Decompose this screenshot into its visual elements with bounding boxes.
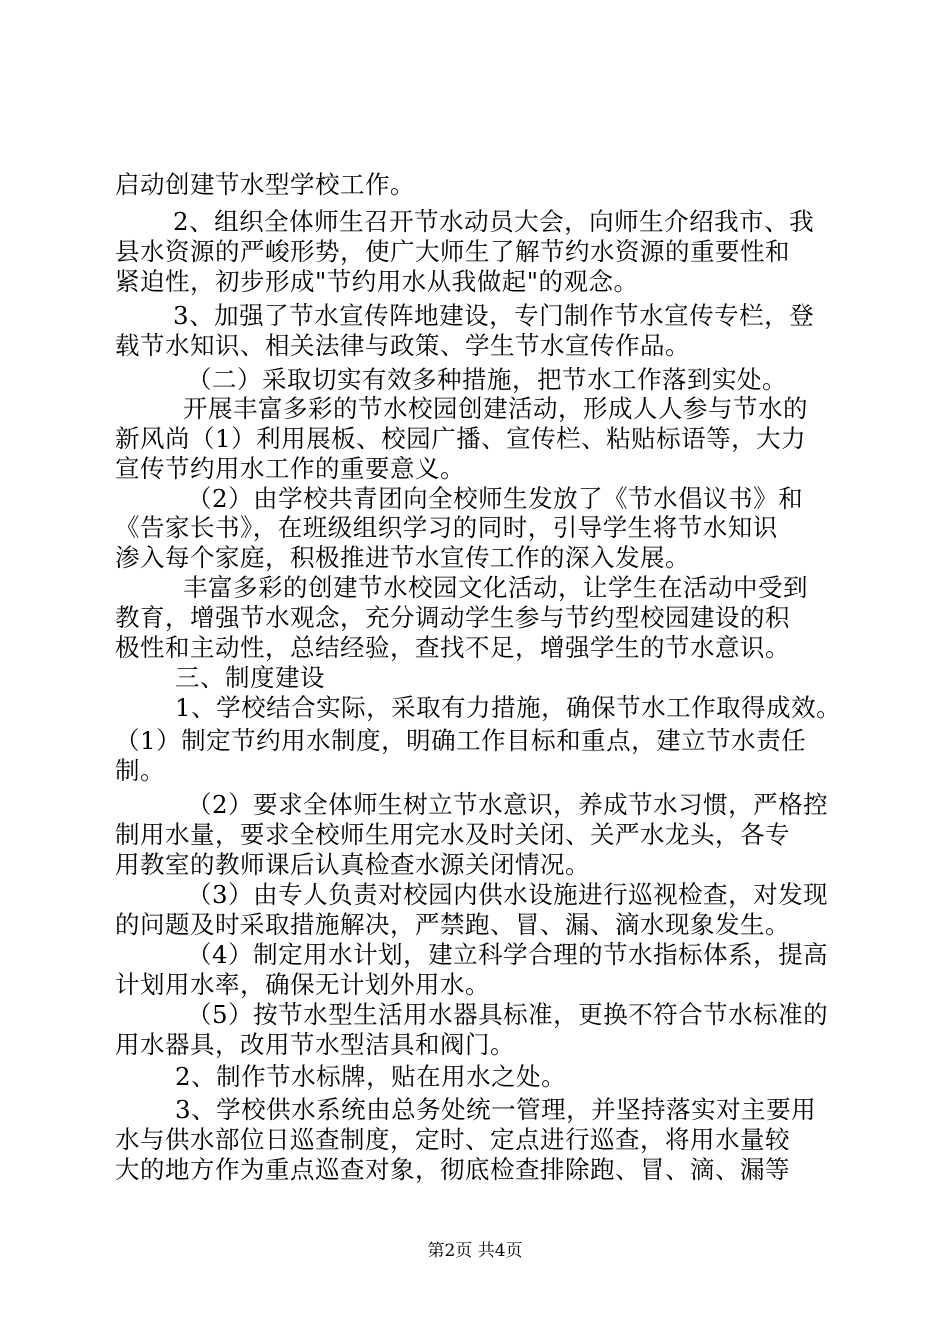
page-number-footer: 第2页 共4页 bbox=[427, 1241, 523, 1261]
body-line: 1、学校结合实际，采取有力措施，确保节水工作取得成效。 bbox=[175, 693, 842, 722]
body-line: （4）制定用水计划，建立科学合理的节水指标体系，提高 bbox=[187, 940, 829, 969]
body-line: 丰富多彩的创建节水校园文化活动，让学生在活动中受到 bbox=[183, 573, 808, 602]
body-line: 3、加强了节水宣传阵地建设，专门制作节水宣传专栏，登 bbox=[173, 301, 815, 330]
body-line: 制用水量，要求全校师生用完水及时关闭、关严水龙头，各专 bbox=[115, 820, 790, 849]
body-line: 教育，增强节水观念，充分调动学生参与节约型校园建设的积 bbox=[115, 603, 790, 632]
body-line: 极性和主动性，总结经验，查找不足，增强学生的节水意识。 bbox=[115, 633, 790, 662]
body-line: 用水器具，改用节水型洁具和阀门。 bbox=[115, 1030, 515, 1059]
body-line: 制。 bbox=[115, 756, 165, 785]
body-line: （5）按节水型生活用水器具标准，更换不符合节水标准的 bbox=[187, 1000, 829, 1029]
body-line: 的问题及时采取措施解决，严禁跑、冒、漏、滴水现象发生。 bbox=[115, 910, 790, 939]
body-line: 3、学校供水系统由总务处统一管理，并坚持落实对主要用 bbox=[175, 1095, 817, 1124]
body-line: 用教室的教师课后认真检查水源关闭情况。 bbox=[115, 850, 590, 879]
body-line: （1）制定节约用水制度，明确工作目标和重点，建立节水责任 bbox=[115, 726, 807, 755]
section-heading: 三、制度建设 bbox=[175, 663, 325, 692]
body-line: 新风尚（1）利用展板、校园广播、宣传栏、粘贴标语等，大力 bbox=[115, 424, 807, 453]
body-line: （2）由学校共青团向全校师生发放了《节水倡议书》和 bbox=[187, 484, 804, 513]
body-line: 载节水知识、相关法律与政策、学生节水宣传作品。 bbox=[115, 331, 690, 360]
body-line: 紧迫性，初步形成"节约用水从我做起"的观念。 bbox=[115, 267, 639, 296]
body-line: 2、制作节水标牌，贴在用水之处。 bbox=[175, 1062, 567, 1091]
body-line: 水与供水部位日巡查制度，定时、定点进行巡查，将用水量较 bbox=[115, 1125, 790, 1154]
body-line: （2）要求全体师生树立节水意识，养成节水习惯，严格控 bbox=[187, 790, 829, 819]
section-heading: （二）采取切实有效多种措施，把节水工作落到实处。 bbox=[187, 365, 787, 394]
body-line: 《告家长书》，在班级组织学习的同时，引导学生将节水知识 bbox=[115, 513, 778, 542]
body-line: 大的地方作为重点巡查对象，彻底检查排除跑、冒、滴、漏等 bbox=[115, 1155, 790, 1184]
body-line: 宣传节约用水工作的重要意义。 bbox=[115, 454, 465, 483]
body-line: （3）由专人负责对校园内供水设施进行巡视检查，对发现 bbox=[187, 880, 829, 909]
body-line: 2、组织全体师生召开节水动员大会，向师生介绍我市、我 bbox=[173, 207, 815, 236]
body-line: 启动创建节水型学校工作。 bbox=[115, 170, 415, 199]
body-line: 计划用水率，确保无计划外用水。 bbox=[115, 970, 490, 999]
body-line: 开展丰富多彩的节水校园创建活动，形成人人参与节水的 bbox=[183, 394, 808, 423]
body-line: 渗入每个家庭，积极推进节水宣传工作的深入发展。 bbox=[115, 543, 690, 572]
body-line: 县水资源的严峻形势，使广大师生了解节约水资源的重要性和 bbox=[115, 237, 790, 266]
